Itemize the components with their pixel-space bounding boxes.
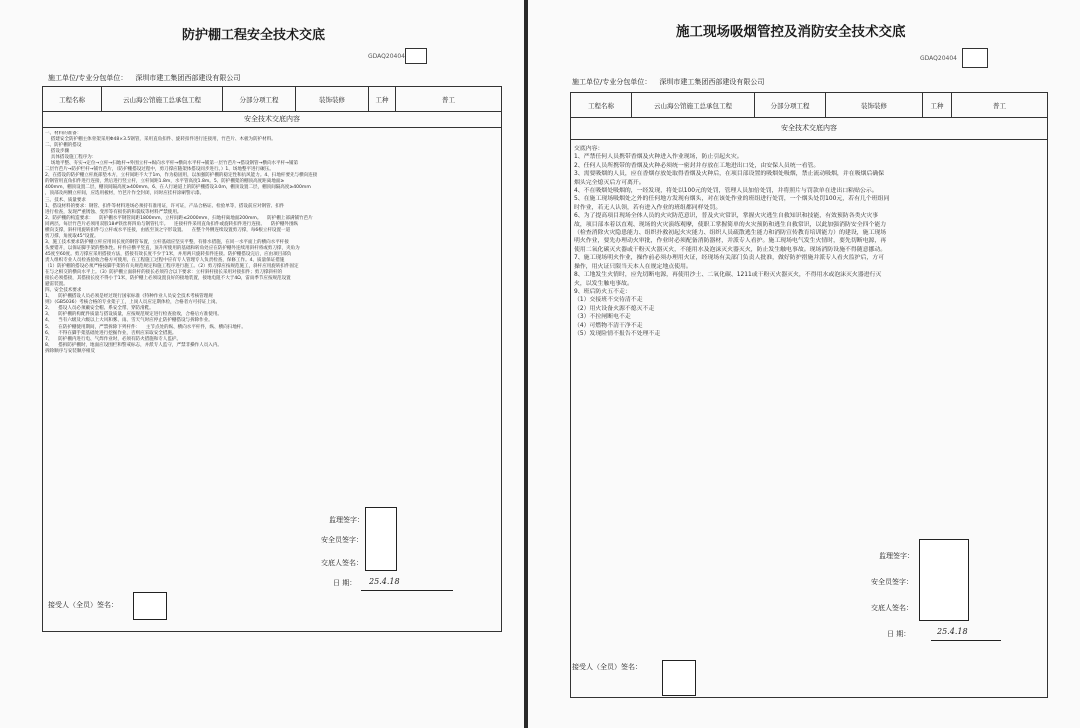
receiver-sign-label: 接受人（全员）签名： — [572, 663, 642, 671]
disclosure-body: 交底内容： 1、严禁任何人员携带香烟及火种进入作业现场，防止引起火灾。 2、任何人员所携带的香烟及火种必须统一密封并存放在工地进出口处，由安保人员统一看管。 3、需要吸烟的人员，应在香烟存放处取得香烟及火种后，在项目部设置的吸烟处吸烟，禁止流动吸烟，并在吸烟后确保 烟头完全熄灭后方可离开。 4、不在吸烟处吸烟的，一经发现，将处以100元的处罚，管理人员加倍处罚，并将照片与罚款单在进出口粘贴公示。 5、在施工现场吸烟处之外的任何地方发现有烟头，对在该处作业的班组进行处罚，一个烟头处罚100元，若有几个班组同 时作业，若无人认领，若有进入作业的班组都同样处罚。 6、为了提高项目现场全体人员的火灾防范意识，普及火灾常识，掌握火灾逃生自救知识和技能，有效预防各类火灾事 故，项目部本着以直观、现场的火灾演练观摩，使职工掌握简单的火灾预防和逃生自救常识，以此加强消防安全四个能力 （检查消除火灾隐患能力、组织扑救初起火灾能力、组织人员疏散逃生能力和消防宣传教育培训能力）的建设，施工现场 明火作业，要先办理动火审批，作业时必须配备消防器材，并派专人看护。施工现场电气发生火情时，要先切断电源，再 使用二氧化碳灭火器或干粉灭火器灭火，不能用水及泡沫灭火器灭火，防止发生触电事故。现场消防设施不得随意挪动。 7、施工现场明火作业，操作前必须办理用火证，经现场有关部门负责人批准，做好防护措施并派专人看火监护后，方可 操作，用火证只限当天本人在规定地点使用。 8、工地发生火情时，应先切断电源，再使用沙土、二氧化碳、1211或干粉灭火器灭火，不得用水或泡沫灭火器进行灭 火，以发生触电事故。 9、班后防火五不走： （1）交接班不交待清不走 （2）用火设备火源不熄灭不走 （3）不拉闸断电不走 （4）可燃物不清干净不走 （5）发现险情不报告不处理不走 — [574, 146, 890, 337]
safety-sign-label: 安全员签字： — [871, 578, 913, 586]
document-page-scaffold-shed — [0, 0, 524, 728]
unit-label: 施工单位/专业分包单位： — [572, 78, 652, 86]
form-frame — [570, 92, 1048, 698]
disclosure-body: 一、材料的准备： 搭建安全防护棚主体骨架采用Φ48×3.5钢管，采用直角扣件、旋转扣件进行连接用，竹芭片、木板为防护材料。 二、防护棚的搭设 搭设步骤 具体搭设施工程序为： 场地平整、夯实→定位→立杆→扫地杆→外围立杆→纵向水平杆→横向水平杆→铺第一层竹芭片→搭设钢管→横向水平杆→铺第 二层竹芭片→防护栏杆→铺竹芭片，（防护棚搭设过程中，剪刀撑应随架体搭设同步进行。）1、场地整平进行碾压。 2、在搭设的防护棚立杆底部垫木方，立杆间距不大于1m，作为稳固用，以加强防护棚的稳定性和抗风能力。4、扫地杆要先与横向连接 的钢管用直角扣件进行连接，然后进行竖立杆，立杆间距1.8m，水平管高度1.8m。5、防护棚架的棚顶高度距离地面≥ 400mm，棚顶设置二层，棚顶间隔高度≥400mm。6、在人行通道上的防护棚搭设3.0m，棚顶设置二层，棚顶间隔高度≥400mm ，顶部及两侧立杆间，应选用板材，竹芭片作全封闭，同时应挂杆涂刷警示漆。 三、技术、质量要求 1、搭设材料的要求：钢管、扣件等材料进场必须持有准用证，许可证，产品合格证、检验单等，搭设前应对钢管、扣件 进行检查，发现严重锈蚀、变形等有损伤的和裂纹等材料严禁使用。 2、防护棚的构造要求： 防护棚水平钢管间距1800mm，立杆间距≤2000mm，扫地杆离地面200mm。 防护棚上部满铺竹芭片 同两层。每层竹芭片必须用双股18#铁丝将四角与钢管扎牢。 连接杆件采用直角扣件或旋转扣件进行连接。 防护棚外围纵 横向支撑，斜杆用旋转扣件与立杆或水平连接，由底至顶之字形设置。 在整个外侧连续设置剪刀撑，每6根立杆设置一道 剪刀撑，角度取45°设置。 3、施工技术要求防护棚立杆应用同长度的钢管布置，立杆基础应坚实平整，有排水措施，在同一水平面上的横向水平杆接 头要错开，以保证脚手架的整体性。杆件应横平竖直，顶升所使用的基础和转角处应在防护棚外连续用斜杆将或剪刀撑，夹角为 45度至60度。剪刀撑应采用搭接方法，搭接有效长度不少于1米，并用两只旋转扣件连接。防护棚搭设完后，应由项目部负 责人组织专业人员检查验收合格方可使用，在工程施工过程中应有专人管理专人负责检查，保修工作。4、质量保证措施 （1）防护棚的搭设必须严格按脚手架的有关规范规定和施工程序进行施工。（2）剪刀撑应按规范施工，斜杆应用旋转扣件固定 在与之相交的横向水平上。（3）防护棚立面斜杆的接长必须符合以下要求：立杆斜杆接长采用对接扣件；剪刀撑斜杆的 接长必须搭接，其搭接长度不得小于1米，防护棚上必须设置良好的接地装置，接地电阻不大于4Ω，雷雨季节应按规范设置 避雷装置。 四、安全技术要求 1、 防护棚搭设人员必须是经过现行国家标准《特种作业人员安全技术考核管理规 则》（GB5036）考核合格的专业架子工，上岗人员应定期体检，合格者方可持证上岗。 2、 搭设人员必须戴安全帽、系安全带、穿防滑鞋。 3、 防护棚的构配件质量与搭设质量，应按规范规定进行检查验收，合格后方准使用。 4、 当有六级及六级以上大风和雾、雨、雪天气时应停止防护棚搭设与拆除作业。 5、 在防护棚使用期间，严禁拆除下列杆件： 主节点处的纵、横向水平杆件，纵、横向扫地杆。 6、 不得在脚手架基础处进行挖掘作业，否则应采取安全措施。 7、 防护棚内进行电、气焊作业时，必须有防火措施和专人监护。 8、 搭拆防护棚时，地面应设围栏和警戒标志，并派专人监守，严禁非操作人员入内。 拆除顺序与安装顺序相反 — [45, 131, 318, 354]
project-label: 工程名称 — [43, 87, 102, 111]
date-label: 日 期： — [887, 630, 911, 638]
receiver-redaction-box — [133, 592, 167, 620]
date-underline — [931, 640, 1001, 641]
trade-label: 工种 — [369, 87, 396, 111]
doc-title: 防护棚工程安全技术交底 — [182, 28, 326, 43]
date-handwritten: 25.4.18 — [369, 577, 400, 586]
doc-code: GDAQ20404 — [368, 53, 405, 60]
code-box — [405, 48, 427, 64]
supervisor-sign-label: 监理签字： — [329, 516, 364, 524]
receiver-sign-label: 接受人（全员）签名： — [48, 601, 118, 609]
trade-label: 工种 — [923, 93, 952, 117]
receiver-redaction-box — [662, 660, 696, 696]
section-title: 安全技术交底内容 — [43, 111, 501, 128]
unit-label: 施工单位/专业分包单位： — [48, 74, 128, 82]
unit-line — [48, 73, 240, 83]
date-handwritten: 25.4.18 — [937, 627, 968, 636]
unit-line — [572, 77, 764, 87]
form-frame — [42, 86, 502, 632]
project-value: 云山海公馆施工总承包工程 — [632, 93, 755, 117]
part-label: 分部分项工程 — [755, 93, 826, 117]
part-label: 分部分项工程 — [223, 87, 296, 111]
date-underline — [361, 590, 453, 591]
document-page-smoking-fire — [528, 0, 1080, 728]
doc-code: GDAQ20404 — [920, 55, 957, 62]
safety-sign-label: 安全员签字： — [321, 536, 363, 544]
supervisor-sign-label: 监理签字： — [879, 552, 914, 560]
unit-value: 深圳市建工集团西部建设有限公司 — [659, 78, 765, 86]
part-value: 装饰装修 — [296, 87, 369, 111]
trade-value: 普工 — [993, 101, 1006, 110]
presenter-sign-label: 交底人签名： — [871, 604, 913, 612]
redaction-box — [919, 539, 969, 621]
doc-title: 施工现场吸烟管控及消防安全技术交底 — [676, 24, 906, 40]
header-row — [43, 87, 501, 112]
code-box — [962, 48, 988, 68]
trade-value: 普工 — [442, 95, 455, 104]
unit-value: 深圳市建工集团西部建设有限公司 — [135, 74, 241, 82]
presenter-sign-label: 交底人签名： — [321, 559, 363, 567]
project-label: 工程名称 — [571, 93, 632, 117]
header-row — [571, 93, 1047, 118]
section-title: 安全技术交底内容 — [571, 117, 1047, 140]
date-label: 日 期： — [333, 579, 357, 587]
part-value: 装饰装修 — [826, 93, 923, 117]
project-value: 云山海公馆施工总承包工程 — [102, 87, 223, 111]
redaction-box — [365, 507, 397, 571]
